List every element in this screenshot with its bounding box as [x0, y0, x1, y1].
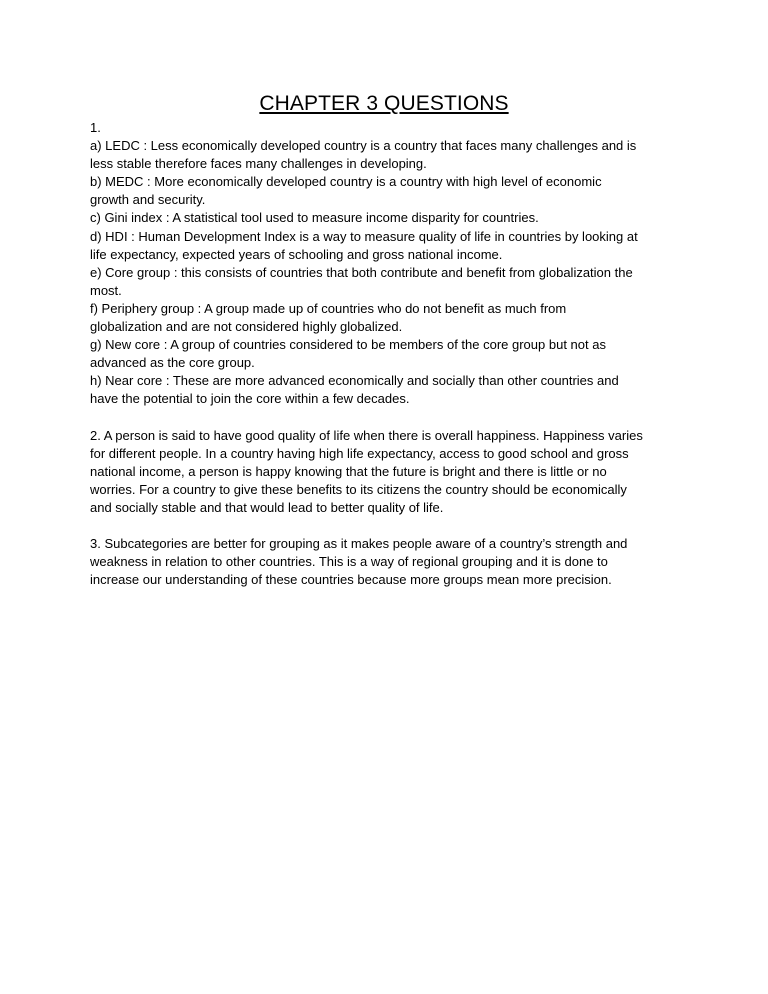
- answer-2-line-4: worries. For a country to give these benefits to its citizens the country should be economically: [90, 481, 627, 497]
- definition-near-core-line-2: have the potential to join the core within a few decades.: [90, 391, 410, 407]
- document-body: [90, 119, 690, 589]
- definition-periphery-line-2: globalization and are not considered highly globalized.: [90, 319, 403, 335]
- page-title: CHAPTER 3 QUESTIONS: [259, 92, 509, 115]
- definition-hdi-line-2: life expectancy, expected years of schooling and gross national income.: [90, 246, 503, 262]
- definition-medc-line-1: b) MEDC : More economically developed country is a country with high level of economic: [90, 174, 602, 190]
- definition-near-core-line-1: h) Near core : These are more advanced economically and socially than other countries and: [90, 373, 619, 389]
- definition-ledc-line-2: less stable therefore faces many challenges in developing.: [90, 156, 427, 172]
- question-1-number: 1.: [90, 120, 101, 135]
- definition-new-core-line-1: g) New core : A group of countries considered to be members of the core group but not as: [90, 337, 606, 353]
- paragraph-spacer: [90, 409, 690, 427]
- answer-2-line-3: national income, a person is happy knowing that the future is bright and there is little or no: [90, 463, 607, 479]
- definition-medc-line-2: growth and security.: [90, 192, 206, 208]
- definition-periphery-line-1: f) Periphery group : A group made up of countries who do not benefit as much from: [90, 300, 567, 316]
- answer-3-line-2: weakness in relation to other countries. This is a way of regional grouping and it is done to: [90, 554, 608, 570]
- definition-new-core-line-2: advanced as the core group.: [90, 355, 255, 371]
- definition-core-line-1: e) Core group : this consists of countries that both contribute and benefit from globalization the: [90, 264, 633, 280]
- answer-3-line-3: increase our understanding of these countries because more groups mean more precision.: [90, 572, 612, 588]
- definition-ledc-line-1: a) LEDC : Less economically developed country is a country that faces many challenges and is: [90, 138, 637, 154]
- definition-gini-line-1: c) Gini index : A statistical tool used to measure income disparity for countries.: [90, 210, 539, 226]
- answer-2-line-1: 2. A person is said to have good quality of life when there is overall happiness. Happiness varies: [90, 427, 643, 443]
- definition-hdi-line-1: d) HDI : Human Development Index is a way to measure quality of life in countries by looking at: [90, 228, 638, 244]
- definition-core-line-2: most.: [90, 282, 122, 298]
- answer-2-line-2: for different people. In a country having high life expectancy, access to good school and gross: [90, 445, 629, 461]
- paragraph-spacer: [90, 517, 690, 535]
- answer-3-line-1: 3. Subcategories are better for grouping as it makes people aware of a country’s strength and: [90, 535, 628, 551]
- answer-2-line-5: and socially stable and that would lead to better quality of life.: [90, 499, 444, 515]
